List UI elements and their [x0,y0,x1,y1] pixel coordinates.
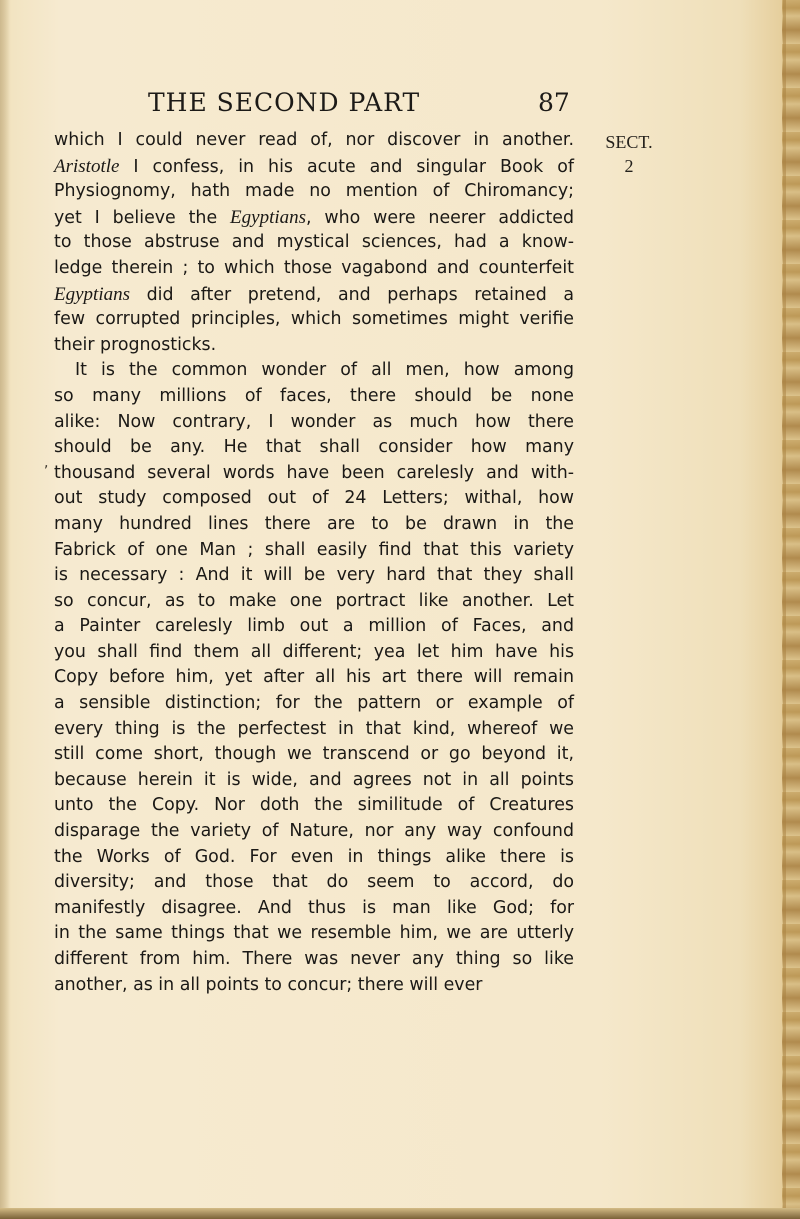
section-label: SECT. [605,132,653,152]
running-title: THE SECOND PART [148,88,421,117]
text-line [54,154,574,180]
text-line [54,410,574,436]
text-line [54,307,574,333]
text-segment: manifestly disagree. And thus is man like God; for [54,897,574,918]
text-segment: another, as in all points to concur; there will ever [54,974,483,995]
text-segment: so many millions of faces, there should be none [54,385,574,406]
body-text [54,128,574,998]
text-segment: Physiognomy, hath made no mention of Chiromancy; [54,181,574,202]
gutter-shadow [0,0,10,1219]
text-segment: many hundred lines there are to be drawn in the [54,513,574,534]
text-line [54,384,574,410]
text-segment: ledge therein ; to which those vagabond and counterfeit [54,257,574,278]
text-segment: disparage the variety of Nature, nor any way confound [54,821,574,842]
text-line [54,768,574,794]
text-segment: in the same things that we resemble him, we are utterly [54,923,574,944]
text-segment: Copy before him, yet after all his art there will remain [54,667,574,688]
text-line [54,870,574,896]
text-line [54,358,574,384]
section-number: 2 [624,156,634,176]
text-segment: It is the common wonder of all men, how among [75,360,574,381]
bottom-edge [0,1208,800,1219]
text-line [54,282,574,308]
text-line [54,921,574,947]
text-line [54,230,574,256]
text-segment: a Painter carelesly limb out a million of Faces, and [54,616,574,637]
text-segment: diversity; and those that do seem to accord, do [54,872,574,893]
text-line [54,538,574,564]
italic-text: Aristotle [54,155,120,177]
text-line [54,896,574,922]
text-line [54,512,574,538]
text-segment: because herein it is wide, and agrees not in all points [54,769,574,790]
text-line [54,333,574,359]
text-segment: I confess, in his acute and singular Book of [119,156,574,177]
text-line [54,742,574,768]
text-segment: out study composed out of 24 Letters; withal, how [54,488,574,509]
text-segment: Fabrick of one Man ; shall easily find that this variety [54,539,574,560]
text-line [54,640,574,666]
text-line [54,665,574,691]
text-line [54,845,574,871]
text-segment: which I could never read of, nor discover in another. [54,130,574,150]
text-segment: you shall find them all different; yea let him have his [54,641,574,662]
text-segment: is necessary : And it will be very hard that they shall [54,565,574,586]
stray-mark: , [44,455,49,471]
italic-text: Egyptians [54,283,130,305]
text-line [54,947,574,973]
text-line [54,486,574,512]
text-line [54,435,574,461]
text-segment: different from him. There was never any thing so like [54,949,574,969]
text-line [54,691,574,717]
text-line [54,205,574,231]
text-line [54,589,574,615]
text-segment: thousand several words have been carelesly and with- [54,462,574,483]
text-segment: the Works of God. For even in things alike there is [54,846,574,867]
text-line [54,256,574,282]
text-segment: alike: Now contrary, I wonder as much how there [54,411,574,432]
page-edge-line [783,0,786,1219]
section-margin-note [574,130,684,178]
text-segment: so concur, as to make one portract like another. Let [54,590,574,611]
text-line [54,179,574,205]
text-line [54,128,574,154]
text-segment: did after pretend, and perhaps retained a [130,284,574,305]
text-line [54,717,574,743]
text-segment: still come short, though we transcend or go beyond it, [54,744,574,765]
text-line [54,819,574,845]
text-segment: every thing is the perfectest in that kind, whereof we [54,718,574,739]
italic-text: Egyptians [230,206,307,228]
text-segment: unto the Copy. Nor doth the similitude of Creatures [54,795,574,816]
text-segment: few corrupted principles, which sometimes might verifie [54,309,574,330]
text-segment: , who were neerer addicted [306,207,575,228]
text-segment: should be any. He that shall consider how many [54,437,574,458]
running-head [0,88,800,118]
text-segment: a sensible distinction; for the pattern or example of [54,693,574,714]
text-segment: yet I believe the [54,207,231,228]
text-line [54,461,574,487]
text-line [54,973,574,999]
text-segment: to those abstruse and mystical sciences, had a know- [54,232,574,253]
page-number: 87 [538,88,570,117]
text-segment: their prognosticks. [54,334,217,355]
text-line [54,563,574,589]
text-line [54,793,574,819]
text-line [54,614,574,640]
